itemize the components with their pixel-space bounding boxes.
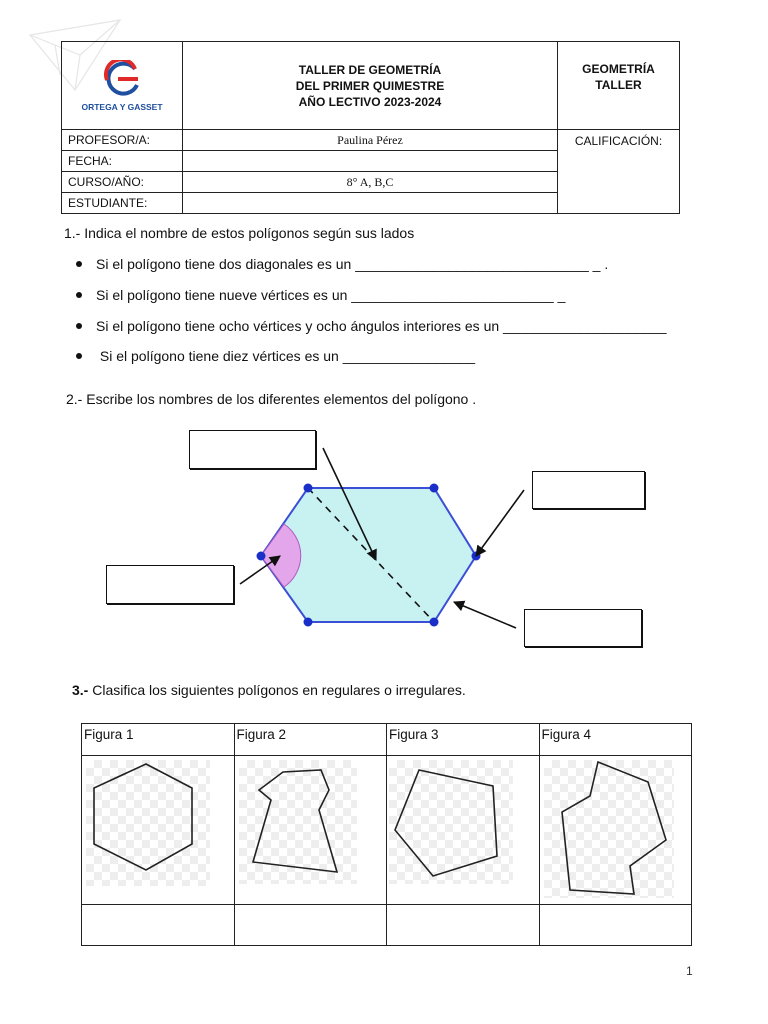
polygon-elements-diagram (0, 420, 768, 660)
q2-prompt: 2.- Escribe los nombres de los diferentes elementos del polígono . (66, 391, 477, 407)
q1-item-3-text: Si el polígono tiene ocho vértices y ocho ángulos interiores es un _____________________ (96, 318, 667, 334)
figure-2-label: Figura 2 (234, 724, 387, 756)
date-value[interactable] (183, 151, 558, 172)
vertex-dot (304, 484, 313, 493)
arrow-to-vertex (476, 490, 524, 556)
bullet-icon (76, 323, 82, 329)
title-line-1: TALLER DE GEOMETRÍA (298, 62, 442, 77)
professor-value[interactable]: Paulina Pérez (183, 130, 558, 151)
figure-1-answer[interactable] (82, 905, 235, 946)
header-table (61, 41, 680, 214)
q1-item-4[interactable] (76, 347, 475, 365)
vertex-dot (430, 618, 439, 627)
figure-2-irregular-polygon (239, 760, 357, 884)
q1-item-3[interactable] (76, 317, 667, 335)
school-logo (92, 60, 152, 100)
course-value[interactable]: 8° A, B,C (183, 172, 558, 193)
q1-item-1[interactable] (76, 255, 608, 273)
figure-3-irregular-polygon (389, 760, 513, 884)
bullet-icon (76, 292, 82, 298)
page-number: 1 (686, 964, 693, 978)
q3-prompt (72, 681, 466, 699)
figure-1-image-cell (82, 756, 235, 905)
answer-box-side[interactable] (524, 609, 642, 647)
bullet-icon (76, 261, 82, 267)
q1-item-2[interactable] (76, 286, 565, 304)
figure-4-answer[interactable] (539, 905, 692, 946)
figure-1-label: Figura 1 (82, 724, 235, 756)
answer-box-angle[interactable] (106, 565, 234, 604)
vertex-dot (304, 618, 313, 627)
figure-1-regular-hexagon (86, 760, 210, 886)
subject-line-1: GEOMETRÍA (582, 61, 655, 76)
answer-box-vertex[interactable] (532, 471, 645, 509)
title-line-2: DEL PRIMER QUIMESTRE (295, 78, 445, 93)
figure-4-image-cell (539, 756, 692, 905)
figure-2-image-cell (234, 756, 387, 905)
subject-cell (558, 42, 680, 130)
course-label: CURSO/AÑO: (62, 172, 183, 193)
arrow-to-side (454, 602, 516, 628)
title-cell (183, 42, 558, 130)
logo-text: ORTEGA Y GASSET (81, 101, 163, 112)
q1-item-4-text: Si el polígono tiene diez vértices es un _________________ (96, 348, 476, 364)
q1-item-2-text: Si el polígono tiene nueve vértices es un __________________________ _ (96, 287, 566, 303)
figure-3-answer[interactable] (387, 905, 540, 946)
title-line-3: AÑO LECTIVO 2023-2024 (298, 94, 442, 109)
student-value[interactable] (183, 193, 558, 214)
date-label: FECHA: (62, 151, 183, 172)
figure-3-image-cell (387, 756, 540, 905)
q3-number: 3.- (72, 682, 89, 698)
figure-3-label: Figura 3 (387, 724, 540, 756)
figure-4-label: Figura 4 (539, 724, 692, 756)
q1-prompt: 1.- Indica el nombre de estos polígonos según sus lados (64, 225, 415, 241)
figure-4-irregular-polygon (544, 760, 674, 898)
vertex-dot (430, 484, 439, 493)
grade-cell[interactable]: CALIFICACIÓN: (558, 130, 680, 214)
professor-label: PROFESOR/A: (62, 130, 183, 151)
vertex-dot (257, 552, 266, 561)
student-label: ESTUDIANTE: (62, 193, 183, 214)
figure-2-answer[interactable] (234, 905, 387, 946)
bullet-icon (76, 353, 82, 359)
q3-prompt-text: Clasifica los siguientes polígonos en regulares o irregulares. (88, 682, 466, 698)
logo-cell (62, 42, 183, 130)
q1-item-1-text: Si el polígono tiene dos diagonales es un ______________________________ _ . (96, 256, 609, 272)
figures-table (81, 723, 692, 946)
answer-box-diagonal[interactable] (189, 430, 316, 469)
subject-line-2: TALLER (595, 77, 642, 92)
